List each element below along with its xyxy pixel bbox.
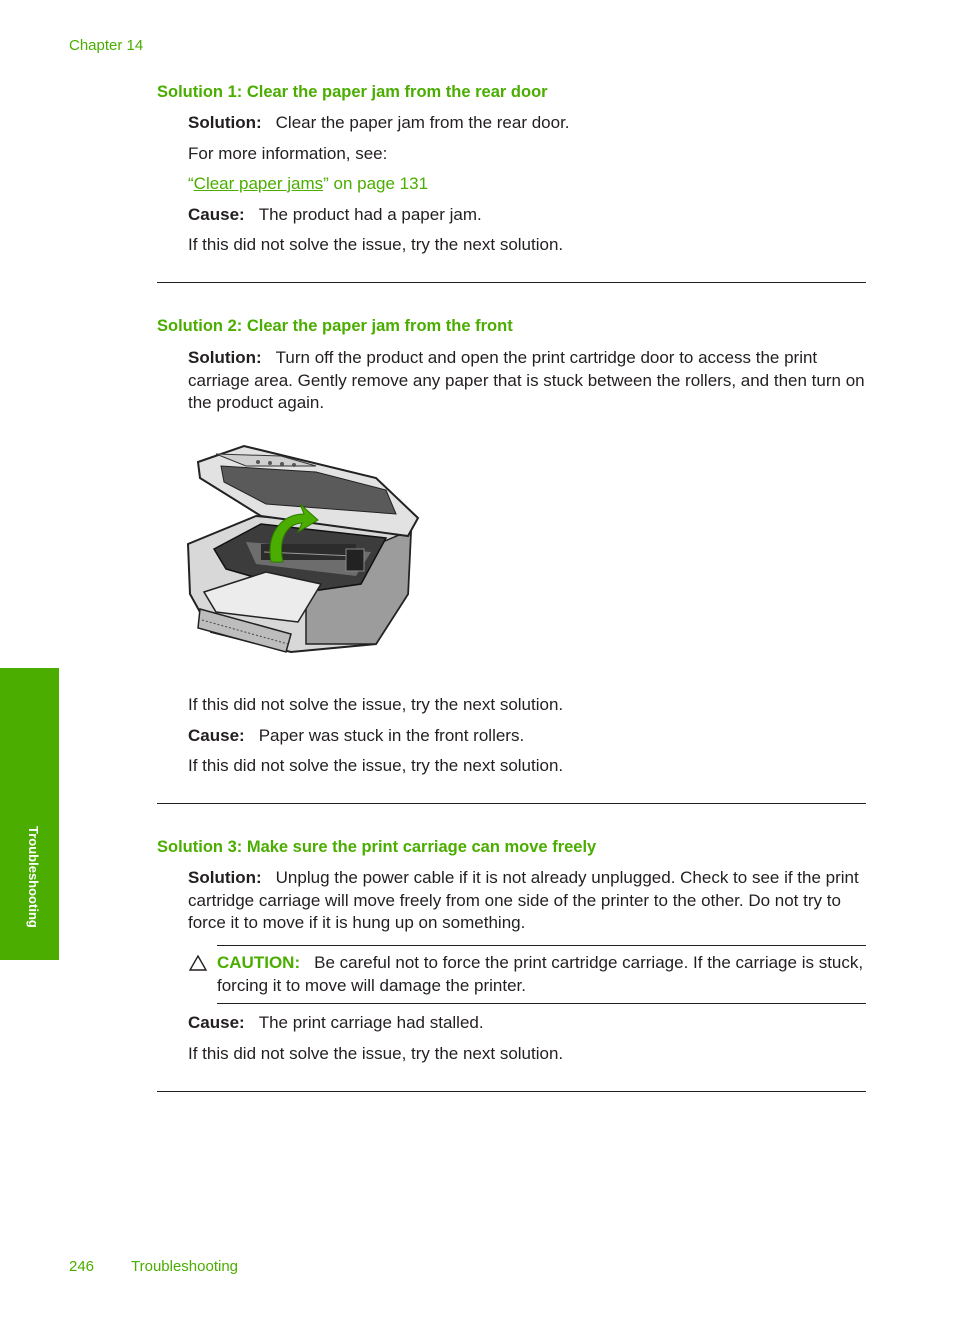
- solution2-heading: Solution 2: Clear the paper jam from the front: [157, 317, 513, 335]
- cause-label: Cause:: [188, 205, 245, 224]
- page-number: 246: [69, 1258, 95, 1275]
- cause-text: The product had a paper jam.: [258, 205, 482, 224]
- caution-text: Be careful not to force the print cartridge carriage. If the carriage is stuck, forcing it to move will damage the printer.: [217, 953, 864, 995]
- cross-reference: [188, 173, 868, 196]
- solution1-next: If this did not solve the issue, try the next solution.: [188, 235, 564, 254]
- solution2-next2: If this did not solve the issue, try the next solution.: [188, 756, 564, 775]
- cause-text: Paper was stuck in the front rollers.: [258, 726, 525, 745]
- divider: [157, 1091, 866, 1092]
- cause-label: Cause:: [188, 1013, 245, 1032]
- solution-text: Turn off the product and open the print cartridge door to access the print carriage area. Gently remove any paper that is stuck between the rollers, and then turn on the product again.: [188, 348, 865, 412]
- caution-box: [217, 952, 867, 997]
- solution-label: Solution:: [188, 348, 262, 367]
- footer-section: Troubleshooting: [131, 1258, 239, 1275]
- solution-label: Solution:: [188, 868, 262, 887]
- solution2-next1: If this did not solve the issue, try the next solution.: [188, 695, 564, 714]
- warning-triangle-icon: [189, 955, 207, 971]
- cause-text: The print carriage had stalled.: [258, 1013, 484, 1032]
- solution1-solution: [188, 112, 868, 135]
- cause-label: Cause:: [188, 726, 245, 745]
- link-quote: “: [188, 174, 194, 193]
- solution2-cause: [188, 725, 868, 748]
- solution1-cause: [188, 204, 868, 227]
- solution3-heading: Solution 3: Make sure the print carriage can move freely: [157, 838, 597, 856]
- solution-text: Clear the paper jam from the rear door.: [275, 113, 570, 132]
- clear-paper-jams-link[interactable]: Clear paper jams: [193, 174, 324, 193]
- printer-open-lid-image: [186, 444, 422, 662]
- solution2-solution: [188, 347, 868, 415]
- link-page-ref: ” on page 131: [323, 174, 429, 193]
- solution1-heading: Solution 1: Clear the paper jam from the rear door: [157, 83, 548, 101]
- caution-bottom-rule: [217, 1003, 866, 1004]
- solution3-next: If this did not solve the issue, try the next solution.: [188, 1044, 564, 1063]
- solution-label: Solution:: [188, 113, 262, 132]
- chapter-label: Chapter 14: [69, 37, 144, 54]
- solution3-cause: [188, 1012, 868, 1035]
- divider: [157, 803, 866, 804]
- more-info-text: For more information, see:: [188, 144, 388, 163]
- solution3-solution: [188, 867, 868, 935]
- solution-text: Unplug the power cable if it is not already unplugged. Check to see if the print cartridge carriage will move freely from one side of the printer to the other. Do not try to force it to move if it is hung up on something.: [188, 868, 859, 932]
- caution-label: CAUTION:: [217, 953, 301, 972]
- side-tab-label: Troubleshooting: [26, 826, 41, 928]
- printer-illustration: [186, 444, 422, 667]
- divider: [157, 282, 866, 283]
- caution-top-rule: [217, 945, 866, 946]
